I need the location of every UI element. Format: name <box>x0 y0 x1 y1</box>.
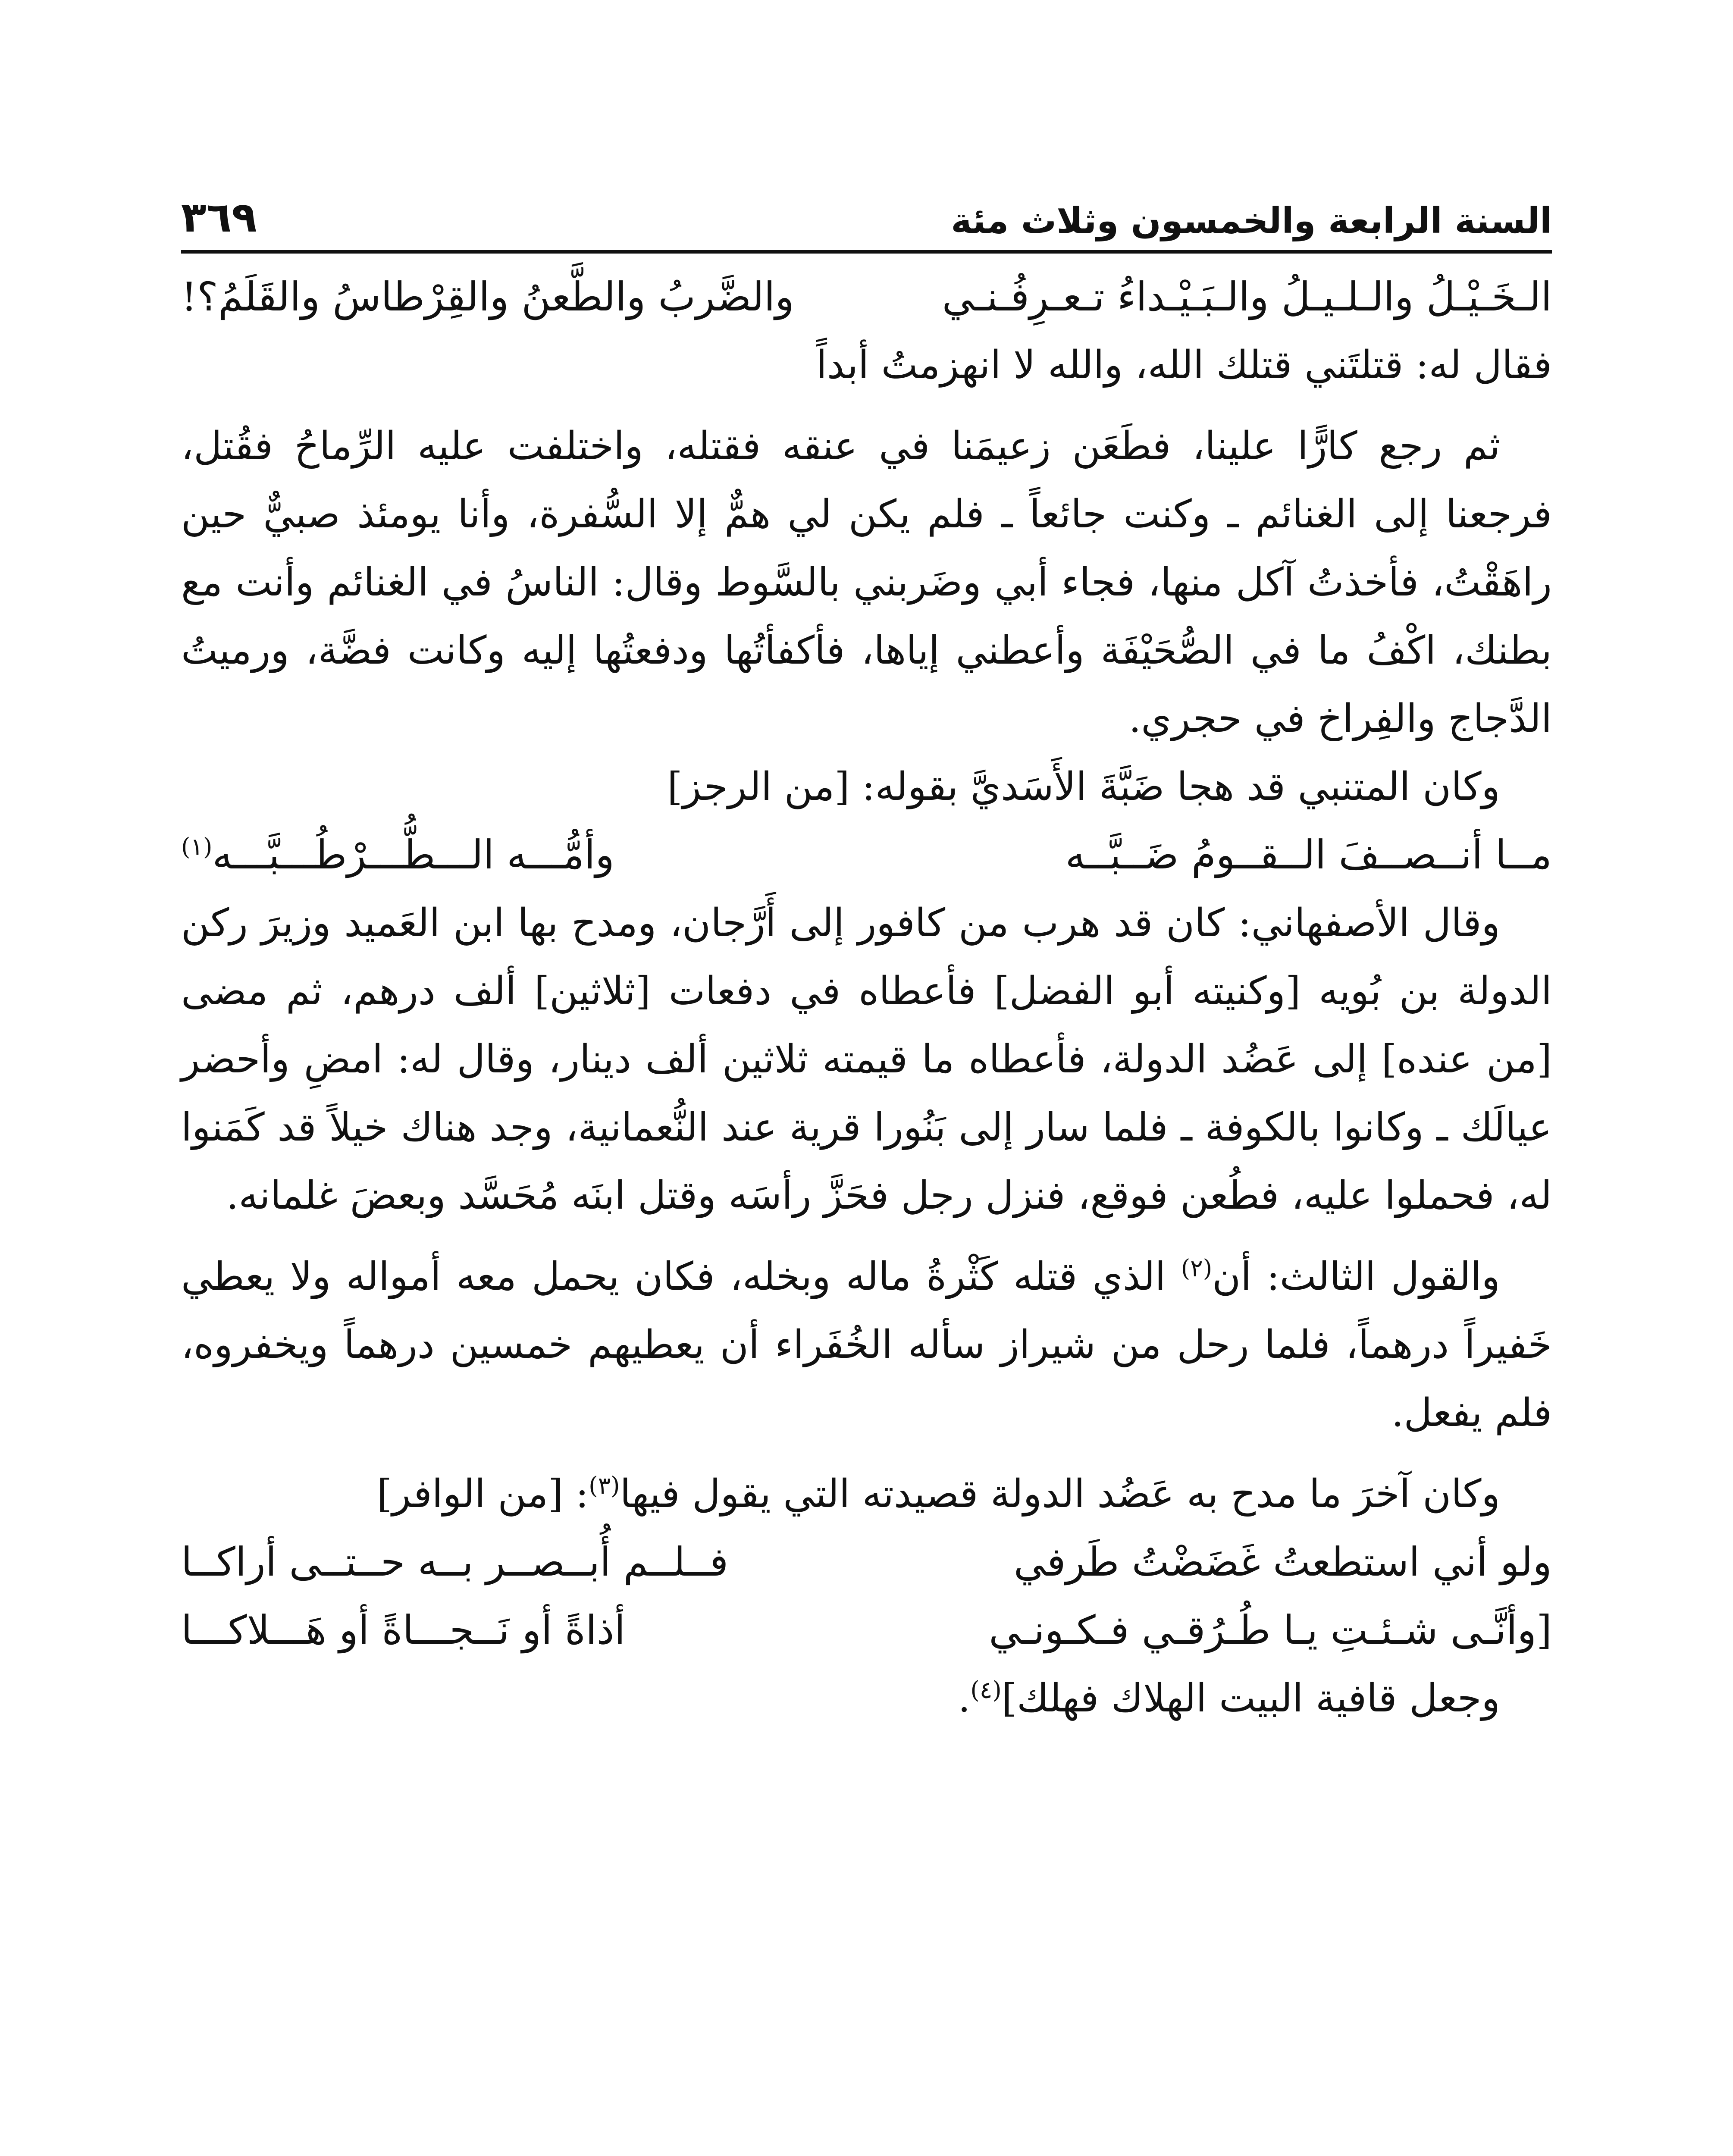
header-rule <box>181 250 1552 254</box>
verse-hemistich-left: أذاةً أو نَــجـــاةً أو هَـــلاكـــا <box>181 1607 626 1653</box>
verse-hemistich-left: فــلــم أُبــصــر بــه حــتــى أراكــا <box>181 1539 729 1585</box>
page-number: ٣٦٩ <box>181 193 257 241</box>
chapter-title: السنة الرابعة والخمسون وثلاث مئة <box>951 201 1552 241</box>
verse-hemistich-right: ولو أني استطعتُ غَضَضْتُ طَرفي <box>1013 1539 1552 1585</box>
footnote-ref: (٤) <box>970 1676 1002 1704</box>
verse-hemistich-right: مــا أنــصــفَ الــقــومُ ضَــبَّــه <box>1065 832 1552 878</box>
paragraph: فقال له: قتلتَني قتلك الله، والله لا انهزمتُ أبداً <box>816 342 1552 388</box>
paragraph: وكان المتنبي قد هجا ضَبَّةَ الأَسَديَّ بقوله: [من الرجز] <box>667 764 1500 809</box>
verse-hemistich-right: [وأنَّـى شـئـتِ يـا طُـرُقـي فـكـونـي <box>989 1607 1552 1653</box>
main-text <box>181 263 1552 1733</box>
running-header <box>181 181 1552 241</box>
paragraph: وقال الأصفهاني: كان قد هرب من كافور إلى أَرَّجان، ومدح بها ابن العَميد وزيرَ ركن الدولة بن بُويه [وكنيته أبو الفضل] فأعطاه في دفعات [ثلاثين] ألف درهم، ثم مضى [من عنده] إلى عَضُد الدولة، فأعطاه ما قيمته ثلاثين ألف دينار، وقال له: امضِ وأحضر عيالَك ـ وكانوا بالكوفة ـ فلما سار إلى بَنُورا قرية عند النُّعمانية، وجد هناك خيلاً قد كَمَنوا له، فحملوا عليه، فطُعن فوقع، فنزل رجل فحَزَّ رأسَه وقتل ابنَه مُحَسَّد وبعضَ غلمانه. <box>181 900 1552 1218</box>
verse-line-3 <box>181 1528 1552 1596</box>
verse-line-1 <box>181 263 1552 331</box>
footnote-ref: (١) <box>181 833 213 861</box>
verse-line-4 <box>181 1596 1552 1664</box>
paragraph: وكان آخرَ ما مدح به عَضُد الدولة قصيدته التي يقول فيها$^{(٣)}$: [من الوافر] <box>377 1471 1500 1517</box>
verse-line-2 <box>181 821 1552 889</box>
paragraph: وجعل قافية البيت الهلاك فهلك]$^{(٤)}$. <box>958 1676 1500 1721</box>
paragraph: ثم رجع كارًّا علينا، فطَعَن زعيمَنا في عنقه فقتله، واختلفت عليه الرِّماحُ فقُتل، فرجعنا إلى الغنائم ـ وكنت جائعاً ـ فلم يكن لي همٌّ إلا السُّفرة، وأنا يومئذ صبيٌّ حين راهَقْتُ، فأخذتُ آكل منها، فجاء أبي وضَربني بالسَّوط وقال: الناسُ في الغنائم وأنت مع بطنك، اكْفُ ما في الصُّحَيْفَة وأعطني إياها، فأكفأتُها ودفعتُها إليه وكانت فضَّة، ورميتُ الدَّجاج والفِراخ في حجري. <box>181 423 1552 741</box>
paragraph: والقول الثالث: أن$^{(٢)}$ الذي قتله كَثْرةُ ماله وبخله، فكان يحمل معه أمواله ولا يعطي خَفيراً درهماً، فلما رحل من شيراز سأله الخُفَراء أن يعطيهم خمسين درهماً ويخفروه، فلم يفعل. <box>181 1254 1552 1435</box>
footnote-ref: (٣) <box>589 1472 620 1499</box>
verse-hemistich-left: وأمُّـــه الـــطُّـــرْطُـــبَّـــه$^{(١)}$ <box>181 832 614 878</box>
verse-hemistich-right: الـخَـيْـلُ والـلـيـلُ والـبَـيْـداءُ تـعـرِفُـنـي <box>942 274 1552 320</box>
footnote-ref: (٢) <box>1181 1254 1213 1282</box>
verse-hemistich-left: والضَّربُ والطَّعنُ والقِرْطاسُ والقَلَمُ؟! <box>181 274 794 320</box>
